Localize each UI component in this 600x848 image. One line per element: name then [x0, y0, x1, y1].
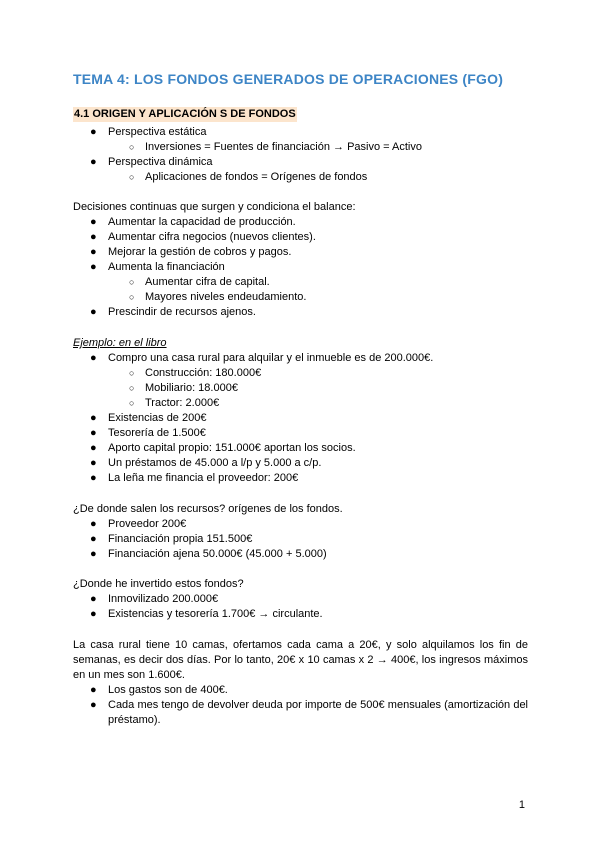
bullet-icon: ● [90, 427, 97, 439]
bullet-icon: ● [90, 126, 97, 138]
hollow-bullet-icon: ○ [129, 383, 135, 393]
list-item: ● Aumentar cifra negocios (nuevos clientes). [90, 231, 316, 243]
list-item: ● Tesorería de 1.500€ [90, 427, 206, 439]
list-item: ● Inmovilizado 200.000€ [90, 593, 219, 605]
page-title: TEMA 4: LOS FONDOS GENERADOS DE OPERACIONES (FGO) [73, 71, 504, 87]
hollow-bullet-icon: ○ [129, 368, 135, 378]
ejemplo-block [73, 336, 528, 486]
list-item: ● Aumentar la capacidad de producción. [90, 216, 296, 228]
decisiones-block [73, 200, 528, 320]
list-subitem: ○ Mayores niveles endeudamiento. [129, 291, 307, 303]
bullet-icon: ● [90, 533, 97, 545]
bullet-icon: ● [90, 231, 97, 243]
list-item: ● Aporto capital propio: 151.000€ aportan los socios. [90, 442, 356, 454]
bullet-icon: ● [90, 472, 97, 484]
list-item: ● Existencias de 200€ [90, 412, 207, 424]
list-subitem: ○ Inversiones = Fuentes de financiación → Pasivo = Activo [129, 141, 422, 153]
hollow-bullet-icon: ○ [129, 398, 135, 408]
bullet-icon: ● [90, 684, 97, 696]
list-subitem: ○ Tractor: 2.000€ [129, 397, 220, 409]
bullet-icon: ● [90, 261, 97, 273]
perspectives-list [73, 125, 528, 185]
hollow-bullet-icon: ○ [129, 277, 135, 287]
paragraph: ¿De donde salen los recursos? orígenes de los fondos. [73, 503, 343, 515]
bullet-icon: ● [90, 699, 97, 711]
list-item: ● Perspectiva dinámica [90, 156, 213, 168]
list-item: ● Un préstamos de 45.000 a l/p y 5.000 a c/p. [90, 457, 322, 469]
bullet-icon: ● [90, 608, 97, 620]
list-item: ● Cada mes tengo de devolver deuda por importe de 500€ mensuales (amortización del préstamo). [90, 699, 528, 726]
invertido-block [73, 577, 528, 622]
bullet-icon: ● [90, 156, 97, 168]
section-heading: 4.1 ORIGEN Y APLICACIÓN S DE FONDOS [74, 108, 296, 120]
list-item: ● Financiación propia 151.500€ [90, 533, 253, 545]
list-item: ● Aumenta la financiación [90, 261, 225, 273]
bullet-icon: ● [90, 548, 97, 560]
list-item: ● Financiación ajena 50.000€ (45.000 + 5.000) [90, 548, 327, 560]
list-subitem: ○ Construcción: 180.000€ [129, 367, 262, 379]
list-subitem: ○ Mobiliario: 18.000€ [129, 382, 238, 394]
list-item: ● La leña me financia el proveedor: 200€ [90, 472, 299, 484]
list-item: ● Mejorar la gestión de cobros y pagos. [90, 246, 292, 258]
hollow-bullet-icon: ○ [129, 142, 135, 152]
list-subitem: ○ Aumentar cifra de capital. [129, 276, 270, 288]
list-item: ● Perspectiva estática [90, 126, 207, 138]
paragraph: La casa rural tiene 10 camas, ofertamos cada cama a 20€, y solo alquilamos los fin de semanas, es decir dos días. Por lo tanto, 20€ x 10 camas x 2 → 400€, los ingresos máximos en un mes son 1.600€. [73, 639, 528, 681]
casa-block [73, 638, 528, 728]
hollow-bullet-icon: ○ [129, 292, 135, 302]
bullet-icon: ● [90, 457, 97, 469]
bullet-icon: ● [90, 216, 97, 228]
list-item: ● Compro una casa rural para alquilar y el inmueble es de 200.000€. [90, 352, 434, 364]
list-item: ● Los gastos son de 400€. [90, 684, 228, 696]
page-number: 1 [518, 799, 525, 811]
bullet-icon: ● [90, 306, 97, 318]
example-label: Ejemplo: en el libro [73, 337, 167, 349]
bullet-icon: ● [90, 352, 97, 364]
paragraph: Decisiones continuas que surgen y condiciona el balance: [73, 201, 356, 213]
list-item: ● Prescindir de recursos ajenos. [90, 306, 256, 318]
bullet-icon: ● [90, 246, 97, 258]
list-item: ● Proveedor 200€ [90, 518, 187, 530]
hollow-bullet-icon: ○ [129, 172, 135, 182]
bullet-icon: ● [90, 412, 97, 424]
bullet-icon: ● [90, 593, 97, 605]
bullet-icon: ● [90, 518, 97, 530]
origenes-block [73, 502, 528, 562]
list-item: ● Existencias y tesorería 1.700€ → circulante. [90, 608, 323, 620]
list-subitem: ○ Aplicaciones de fondos = Orígenes de fondos [129, 171, 368, 183]
bullet-icon: ● [90, 442, 97, 454]
paragraph: ¿Donde he invertido estos fondos? [73, 578, 244, 590]
